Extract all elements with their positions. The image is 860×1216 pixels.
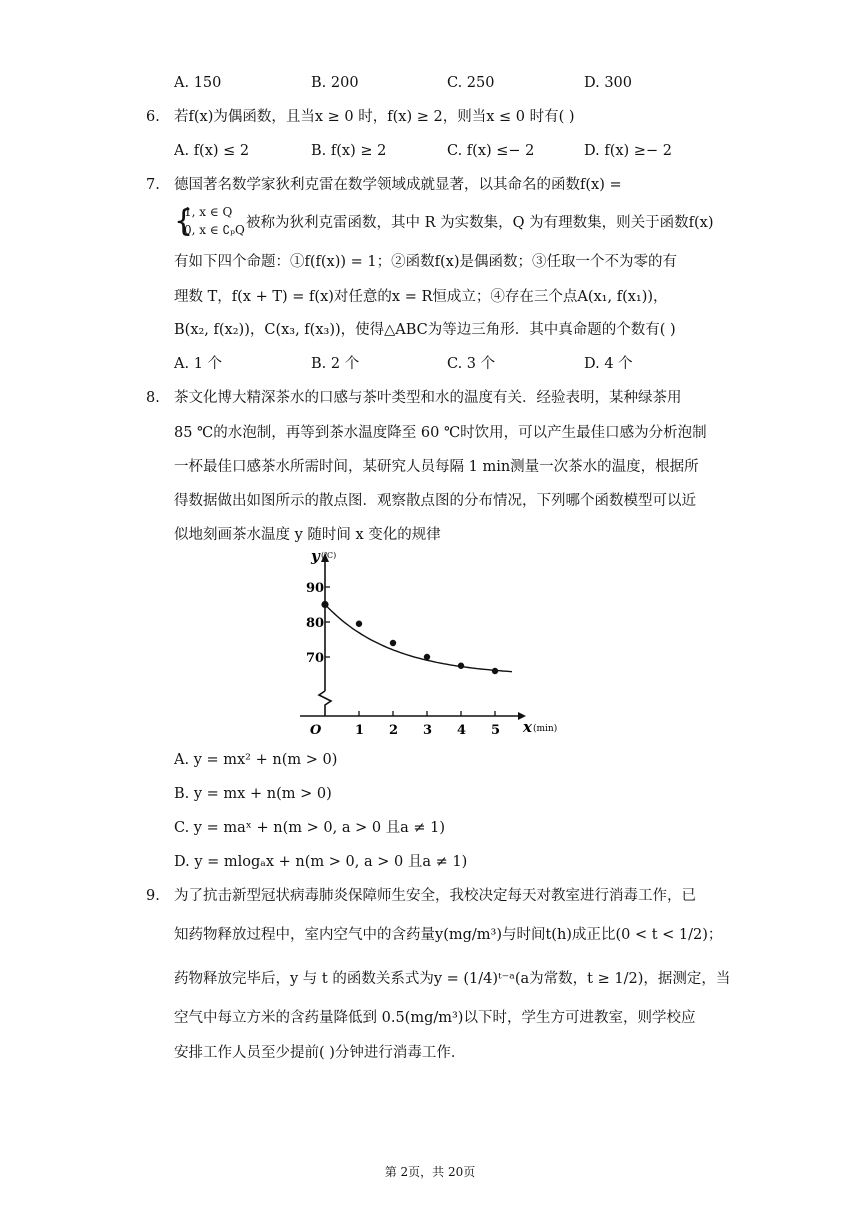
q6-option-d: D. f(x) ≥− 2 (584, 143, 672, 159)
y-tick-label: 80 (306, 616, 325, 631)
q9-line-1: 为了抗击新型冠状病毒肺炎保障师生安全，我校决定每天对教室进行消毒工作，已 (174, 888, 696, 904)
q7-case-1: 1, x ∈ Q (184, 205, 233, 219)
axis-break-icon (319, 691, 331, 716)
q5-option-c: C. 250 (447, 75, 495, 91)
q7-line-1: 德国著名数学家狄利克雷在数学领域成就显著，以其命名的函数f(x) = (174, 177, 622, 193)
q8-option-d: D. y = mlogₐx + n(m > 0, a > 0 且a ≠ 1) (174, 854, 468, 870)
q7-option-c: C. 3 个 (447, 356, 496, 372)
q9-line-4: 空气中每立方米的含药量降低到 0.5(mg/m³)以下时，学生方可进教室，则学校应 (174, 1010, 696, 1026)
data-point (492, 668, 498, 674)
q7-line-4: 理数 T，f(x + T) = f(x)对任意的x = R恒成立；④存在三个点A(x₁, f(x₁))， (174, 289, 668, 305)
q7-option-d: D. 4 个 (584, 356, 633, 372)
origin-label: O (310, 723, 322, 738)
q8-line-3: 一杯最佳口感茶水所需时间，某研究人员每隔 1 min测量一次茶水的温度，根据所 (174, 459, 699, 475)
x-tick-label: 5 (491, 723, 501, 738)
q6-number: 6. (146, 109, 160, 125)
scatter-chart (290, 545, 570, 745)
q8-line-2: 85 ℃的水泡制，再等到茶水温度降至 60 ℃时饮用，可以产生最佳口感为分析泡制 (174, 425, 707, 441)
y-tick-label: 90 (306, 581, 325, 596)
q9-number: 9. (146, 888, 160, 904)
q5-option-b: B. 200 (311, 75, 359, 91)
q9-line-3: 药物释放完毕后，y 与 t 的函数关系式为y = (1/4)ᵗ⁻ᵃ(a为常数，t ≥ 1/2)，据测定，当 (174, 971, 731, 987)
q7-number: 7. (146, 177, 160, 193)
data-point (458, 663, 464, 669)
x-axis-unit: (min) (533, 724, 558, 734)
q8-line-1: 茶文化博大精深茶水的口感与茶叶类型和水的温度有关．经验表明，某种绿茶用 (174, 390, 682, 406)
page-footer: 第 2页，共 20页 (384, 1165, 476, 1179)
x-axis-label: x (523, 718, 532, 736)
y-tick-label: 70 (306, 651, 325, 666)
q6-option-c: C. f(x) ≤− 2 (447, 143, 535, 159)
q6-option-a: A. f(x) ≤ 2 (174, 143, 250, 159)
q9-line-2: 知药物释放过程中，室内空气中的含药量y(mg/m³)与时间t(h)成正比(0 < t < 1/2)； (174, 927, 723, 943)
q7-line-2: 被称为狄利克雷函数，其中 R 为实数集，Q 为有理数集，则关于函数f(x) (246, 215, 714, 231)
x-tick-label: 3 (423, 723, 433, 738)
data-point (321, 601, 328, 608)
fitted-curve (325, 605, 512, 672)
q8-option-b: B. y = mx + n(m > 0) (174, 786, 332, 802)
q6-text: 若f(x)为偶函数，且当x ≥ 0 时，f(x) ≥ 2，则当x ≤ 0 时有( ) (174, 109, 575, 125)
q6-option-b: B. f(x) ≥ 2 (311, 143, 387, 159)
data-point (390, 640, 396, 646)
q7-line-5: B(x₂, f(x₂))，C(x₃, f(x₃))，使得△ABC为等边三角形．其中真命题的个数有( ) (174, 322, 676, 338)
q8-option-c: C. y = maˣ + n(m > 0, a > 0 且a ≠ 1) (174, 820, 446, 836)
q8-line-4: 得数据做出如图所示的散点图．观察散点图的分布情况，下列哪个函数模型可以近 (174, 493, 696, 509)
q5-option-d: D. 300 (584, 75, 633, 91)
x-tick-label: 2 (389, 723, 399, 738)
q7-case-2: 0, x ∈ ∁ₚQ (184, 223, 245, 237)
x-tick-label: 1 (355, 723, 365, 738)
y-axis-unit: (℃) (321, 551, 337, 560)
data-point (356, 621, 362, 627)
q8-line-5: 似地刻画茶水温度 y 随时间 x 变化的规律 (174, 527, 441, 543)
x-tick-label: 4 (457, 723, 467, 738)
q7-piecewise (174, 204, 244, 240)
q7-option-a: A. 1 个 (174, 356, 223, 372)
q5-option-a: A. 150 (174, 75, 222, 91)
y-axis-label: y (311, 547, 320, 565)
q9-line-5: 安排工作人员至少提前( )分钟进行消毒工作． (174, 1045, 466, 1061)
q7-line-3: 有如下四个命题：①f(f(x)) = 1；②函数f(x)是偶函数；③任取一个不为零的有 (174, 254, 677, 270)
q8-number: 8. (146, 390, 160, 406)
q7-option-b: B. 2 个 (311, 356, 360, 372)
q8-option-a: A. y = mx² + n(m > 0) (174, 752, 338, 768)
data-point (424, 654, 430, 660)
brace-icon: { (174, 204, 194, 239)
